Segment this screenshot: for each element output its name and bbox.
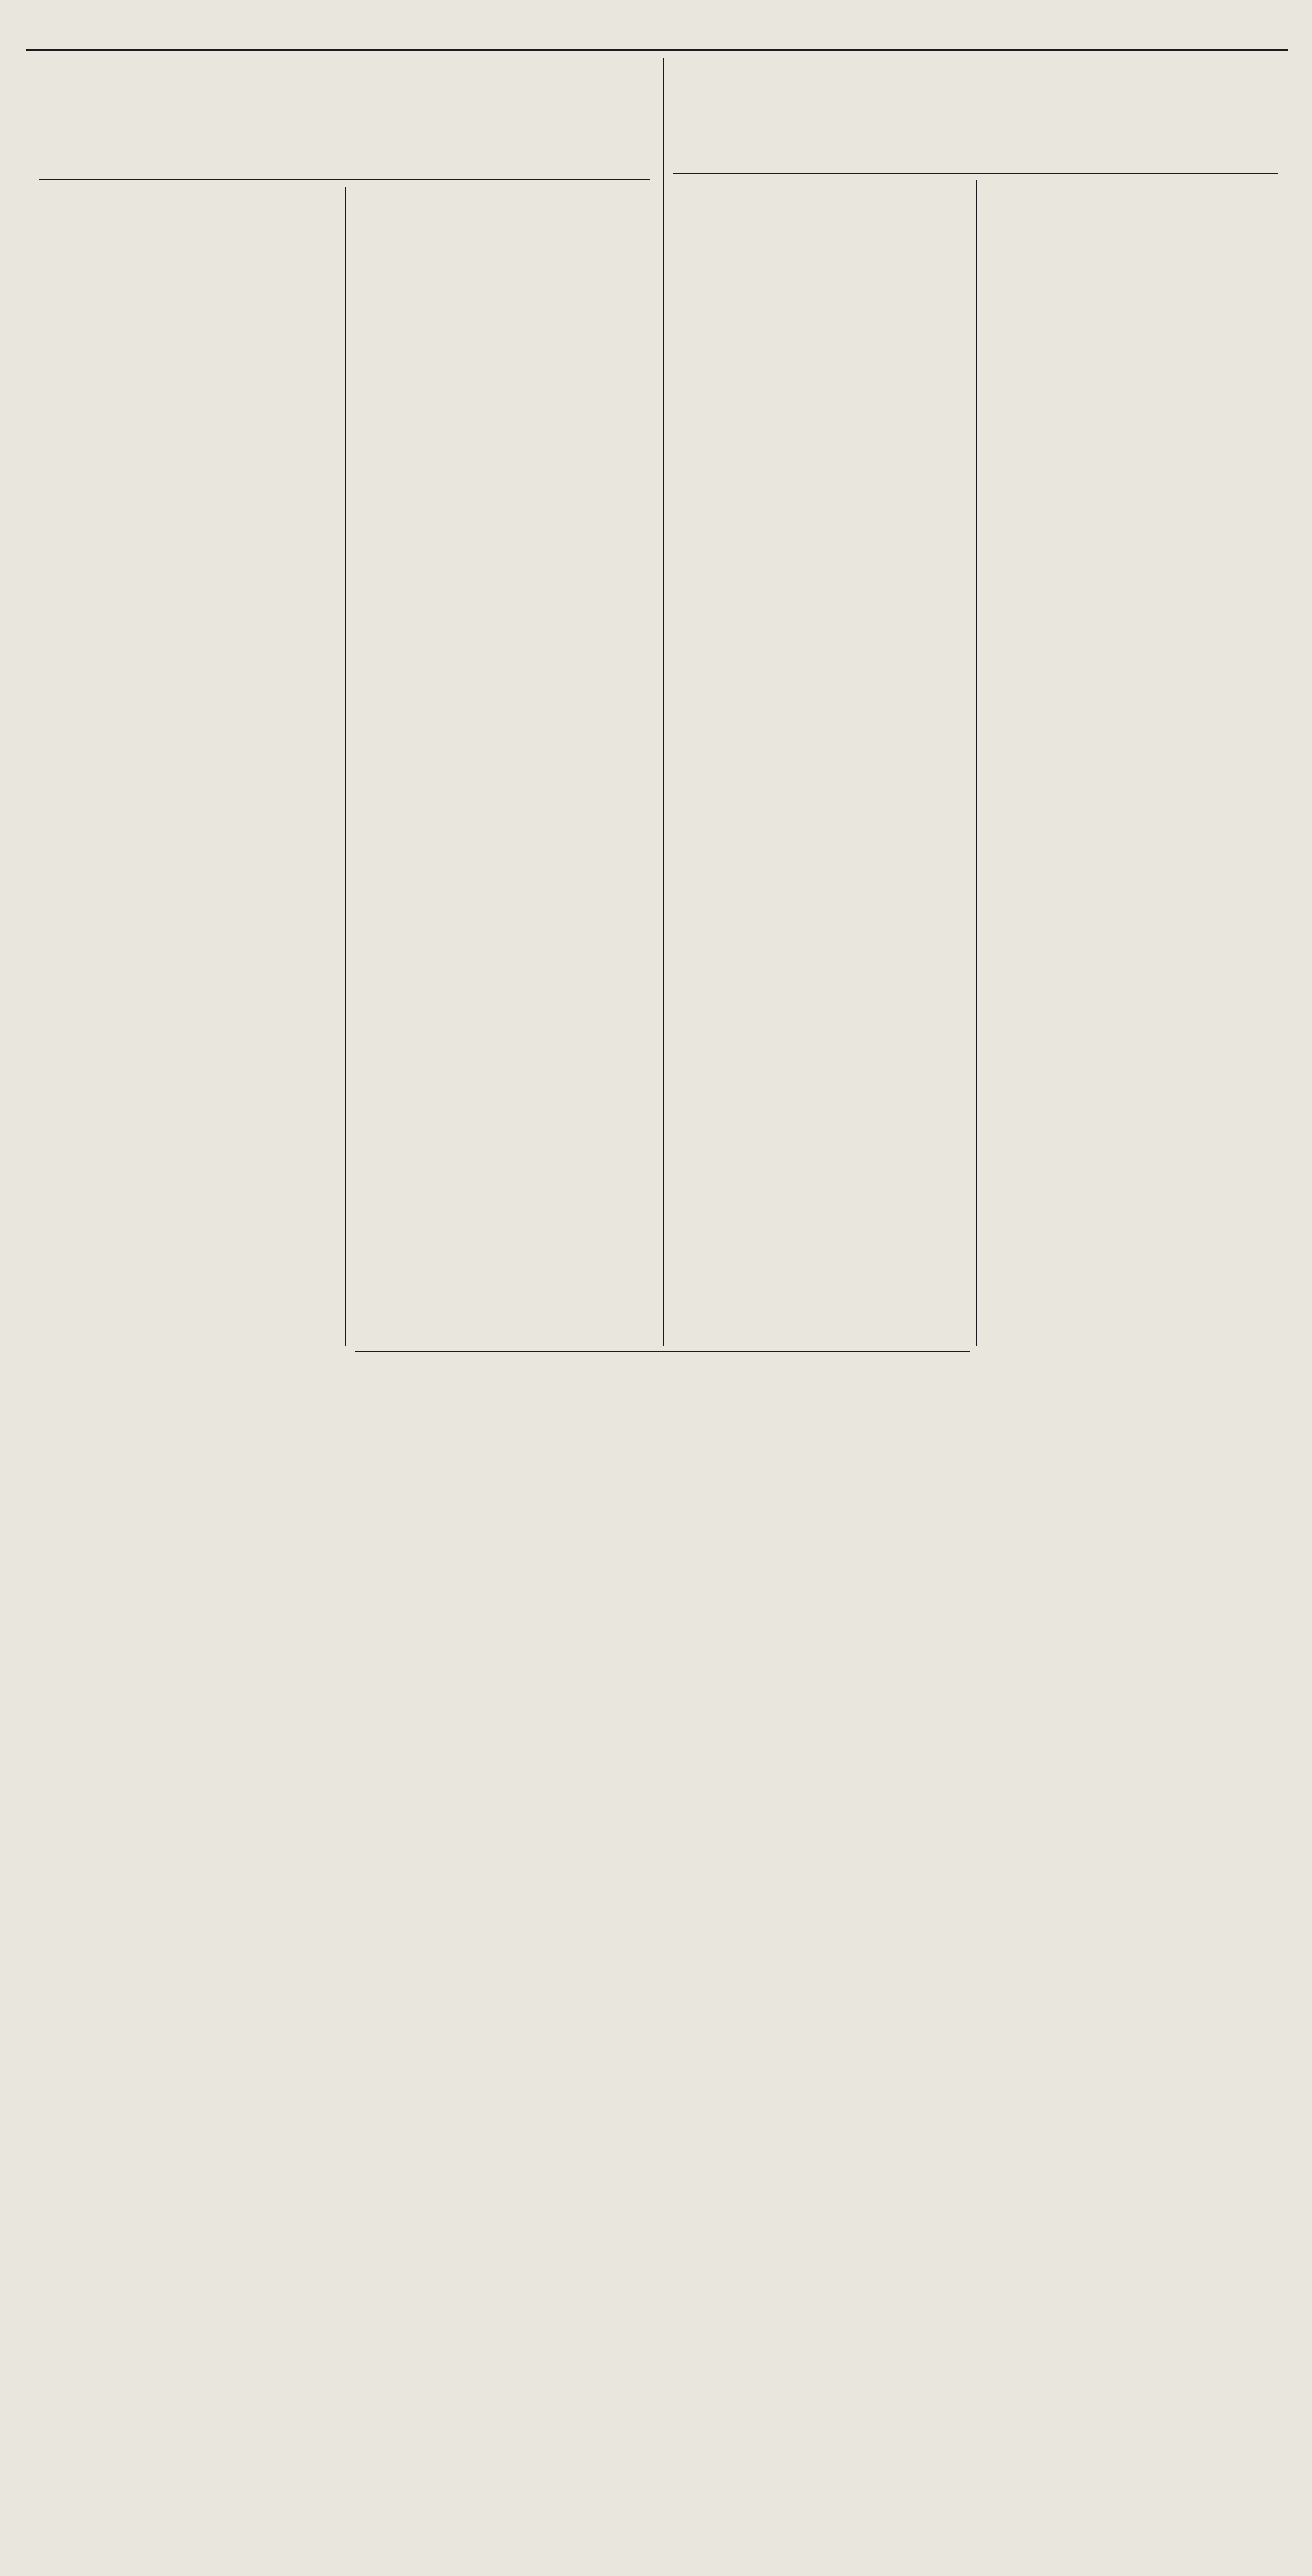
column-divider [976, 180, 977, 1346]
escape-column-1 [33, 190, 336, 1343]
header-rule [26, 49, 1288, 51]
stena-column-2 [984, 184, 1280, 1317]
stena-column-1 [673, 184, 970, 1346]
finnish-top-rule [355, 1351, 970, 1352]
escape-column-2 [355, 190, 658, 1314]
column-divider [345, 187, 346, 1346]
finnish-column-1 [361, 1455, 657, 1906]
section-divider [663, 58, 664, 1346]
escape-headline-rule [39, 179, 650, 180]
stena-headline-rule [673, 173, 1278, 174]
finnish-column-2 [673, 1455, 970, 1906]
